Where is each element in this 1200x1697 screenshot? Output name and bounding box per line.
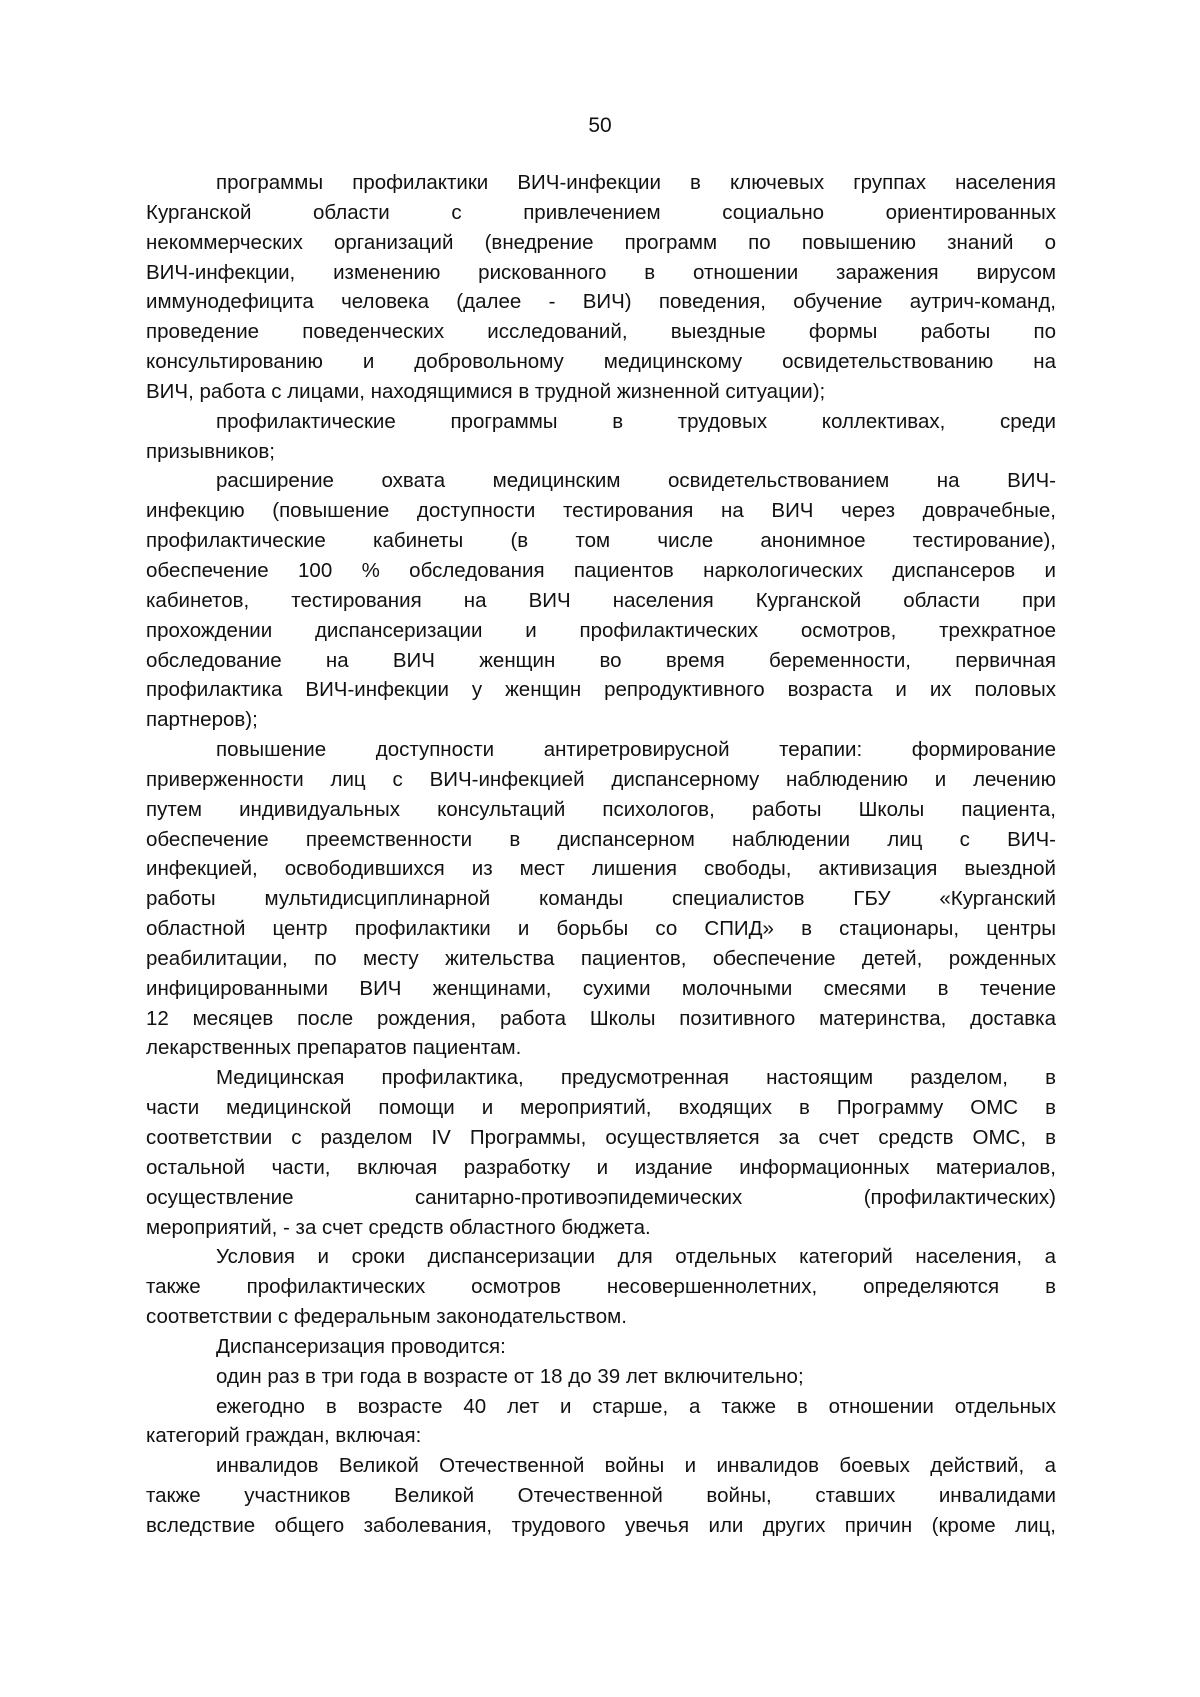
text-line: части медицинской помощи и мероприятий, входящих в Программу ОМС в: [146, 1096, 1056, 1120]
text-line: партнеров);: [146, 708, 258, 732]
text-line: мероприятий, - за счет средств областного бюджета.: [146, 1215, 651, 1239]
text-line: один раз в три года в возрасте от 18 до 39 лет включительно;: [216, 1364, 804, 1388]
text-line: кабинетов, тестирования на ВИЧ населения Курганской области при: [146, 588, 1056, 612]
text-line: областной центр профилактики и борьбы со СПИД» в стационары, центры: [146, 917, 1056, 941]
text-line: инвалидов Великой Отечественной войны и инвалидов боевых действий, а: [216, 1454, 1056, 1478]
text-line: некоммерческих организаций (внедрение программ по повышению знаний о: [146, 230, 1056, 254]
text-line: призывников;: [146, 439, 275, 463]
text-line: также участников Великой Отечественной войны, ставших инвалидами: [146, 1484, 1056, 1508]
text-line: иммунодефицита человека (далее - ВИЧ) поведения, обучение аутрич-команд,: [146, 290, 1056, 314]
text-line: ВИЧ, работа с лицами, находящимися в трудной жизненной ситуации);: [146, 379, 826, 403]
page-number: 50: [588, 114, 612, 137]
text-line: обеспечение 100 % обследования пациентов наркологических диспансеров и: [146, 558, 1056, 582]
text-line: категорий граждан, включая:: [146, 1424, 422, 1448]
text-line: обеспечение преемственности в диспансерном наблюдении лиц с ВИЧ-: [146, 827, 1056, 851]
text-line: профилактические программы в трудовых коллективах, среди: [216, 409, 1056, 433]
text-line: ВИЧ-инфекции, изменению рискованного в отношении заражения вирусом: [146, 260, 1056, 284]
text-line: реабилитации, по месту жительства пациентов, обеспечение детей, рожденных: [146, 946, 1056, 970]
text-line: соответствии с федеральным законодательством.: [146, 1305, 627, 1329]
text-line: осуществление санитарно-противоэпидемических (профилактических): [146, 1185, 1056, 1209]
text-line: инфекцию (повышение доступности тестирования на ВИЧ через доврачебные,: [146, 499, 1056, 523]
text-line: прохождении диспансеризации и профилактических осмотров, трехкратное: [146, 618, 1056, 642]
text-line: лекарственных препаратов пациентам.: [146, 1036, 522, 1060]
text-line: проведение поведенческих исследований, выездные формы работы по: [146, 320, 1056, 344]
text-line: ежегодно в возрасте 40 лет и старше, а также в отношении отдельных: [216, 1394, 1056, 1418]
text-line: профилактика ВИЧ-инфекции у женщин репродуктивного возраста и их половых: [146, 678, 1056, 702]
text-line: профилактические кабинеты (в том числе анонимное тестирование),: [146, 529, 1056, 553]
text-line: инфицированными ВИЧ женщинами, сухими молочными смесями в течение: [146, 976, 1056, 1000]
text-line: соответствии с разделом IV Программы, осуществляется за счет средств ОМС, в: [146, 1126, 1056, 1149]
text-line: Условия и сроки диспансеризации для отдельных категорий населения, а: [216, 1245, 1056, 1269]
text-line: консультированию и добровольному медицинскому освидетельствованию на: [146, 350, 1056, 374]
text-line: Диспансеризация проводится:: [216, 1334, 506, 1358]
text-line: обследование на ВИЧ женщин во время беременности, первичная: [146, 648, 1056, 672]
text-line: Медицинская профилактика, предусмотренная настоящим разделом, в: [216, 1066, 1056, 1090]
text-line: инфекцией, освободившихся из мест лишения свободы, активизация выездной: [146, 857, 1056, 881]
text-line: 12 месяцев после рождения, работа Школы позитивного материнства, доставка: [146, 1006, 1056, 1030]
text-line: расширение охвата медицинским освидетельствованием на ВИЧ-: [216, 469, 1056, 493]
text-line: программы профилактики ВИЧ-инфекции в ключевых группах населения: [216, 171, 1056, 194]
text-line: путем индивидуальных консультаций психологов, работы Школы пациента,: [146, 797, 1056, 821]
text-line: работы мультидисциплинарной команды специалистов ГБУ «Курганский: [146, 887, 1056, 911]
text-line: также профилактических осмотров несовершеннолетних, определяются в: [146, 1275, 1056, 1299]
document-body: [146, 168, 1056, 1541]
text-line: приверженности лиц с ВИЧ-инфекцией диспансерному наблюдению и лечению: [146, 767, 1056, 791]
text-line: повышение доступности антиретровирусной терапии: формирование: [216, 738, 1056, 762]
text-line: вследствие общего заболевания, трудового увечья или других причин (кроме лиц,: [146, 1513, 1056, 1537]
text-line: Курганской области с привлечением социально ориентированных: [146, 200, 1056, 224]
text-line: остальной части, включая разработку и издание информационных материалов,: [146, 1155, 1056, 1179]
